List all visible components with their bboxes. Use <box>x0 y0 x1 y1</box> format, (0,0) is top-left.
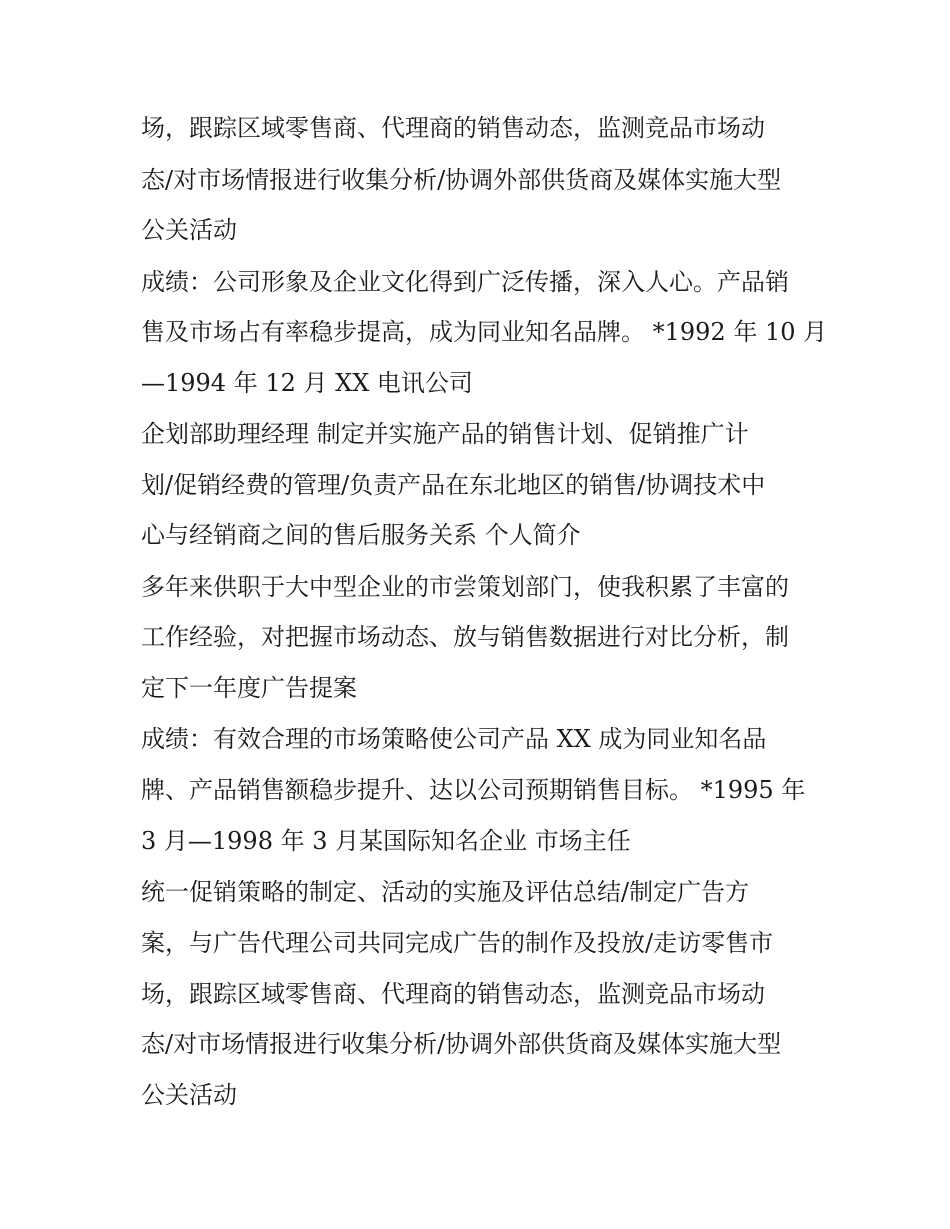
text-line: 案，与广告代理公司共同完成广告的制作及投放/走访零售市 <box>141 929 774 957</box>
text-line: 企划部助理经理 制定并实施产品的销售计划、促销推广计 <box>141 420 749 448</box>
text-line: 工作经验，对把握市场动态、放与销售数据进行对比分析，制 <box>141 623 789 651</box>
text-line: 3 月—1998 年 3 月某国际知名企业 市场主任 <box>141 827 631 855</box>
text-line: 态/对市场情报进行收集分析/协调外部供货商及媒体实施大型 <box>141 166 782 194</box>
text-line: 多年来供职于大中型企业的市尝策划部门，使我积累了丰富的 <box>141 573 789 601</box>
text-line: 场，跟踪区域零售商、代理商的销售动态，监测竞品市场动 <box>141 114 765 142</box>
text-line: 公关活动 <box>141 216 237 244</box>
text-line: 定下一年度广告提案 <box>141 674 357 702</box>
text-line: 牌、产品销售额稳步提升、达以公司预期销售目标。 *1995 年 <box>141 776 806 804</box>
text-line: 公关活动 <box>141 1081 237 1109</box>
text-line: 态/对市场情报进行收集分析/协调外部供货商及媒体实施大型 <box>141 1030 782 1058</box>
text-line: 场，跟踪区域零售商、代理商的销售动态，监测竞品市场动 <box>141 980 765 1008</box>
text-line: 统一促销策略的制定、活动的实施及评估总结/制定广告方 <box>141 878 750 906</box>
text-line: 成绩：有效合理的市场策略使公司产品 XX 成为同业知名品 <box>141 725 767 753</box>
text-line: 售及市场占有率稳步提高，成为同业知名品牌。 *1992 年 10 月 <box>141 318 828 346</box>
text-line: 成绩：公司形象及企业文化得到广泛传播，深入人心。产品销 <box>141 268 789 296</box>
text-line: —1994 年 12 月 XX 电讯公司 <box>141 369 473 397</box>
text-line: 心与经销商之间的售后服务关系 个人简介 <box>141 521 581 549</box>
text-line: 划/促销经费的管理/负责产品在东北地区的销售/协调技术中 <box>141 471 766 499</box>
